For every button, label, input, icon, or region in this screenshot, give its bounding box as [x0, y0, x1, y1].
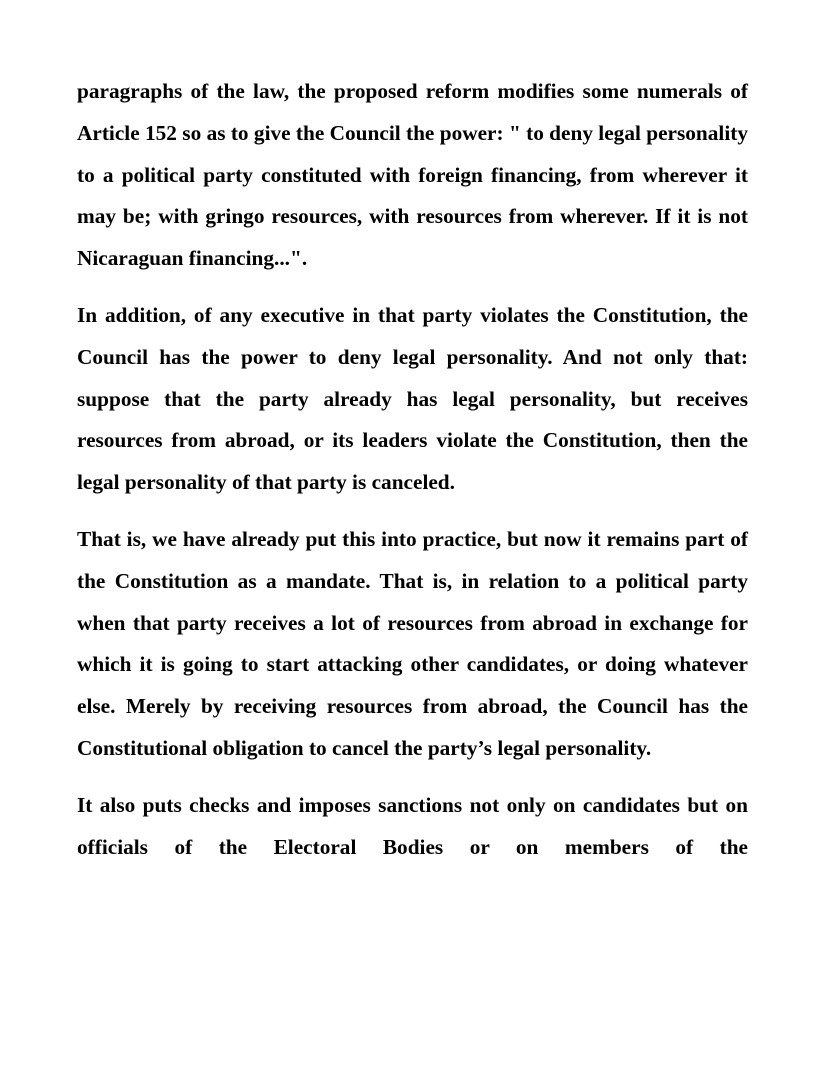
paragraph-3: That is, we have already put this into practice, but now it remains part of the Constitution as a mandate. That is, in relation to a political party when that party receives a lot of resources from abroad in exchange for which it is going to start attacking other candidates, or doing whatever else. Merely by receiving resources from abroad, the Council has the Constitutional obligation to cancel the party’s legal personality.: [77, 526, 748, 760]
document-page: [77, 71, 748, 883]
paragraph-4: It also puts checks and imposes sanctions not only on candidates but on officials of the Electoral Bodies or on members of the: [77, 792, 748, 859]
paragraph-2: In addition, of any executive in that party violates the Constitution, the Council has the power to deny legal personality. And not only that: suppose that the party already has legal personality, but receives resources from abroad, or its leaders violate the Constitution, then the legal personality of that party is canceled.: [77, 302, 748, 495]
paragraph-1: paragraphs of the law, the proposed reform modifies some numerals of Article 152 so as to give the Council the power: " to deny legal personality to a political party constituted with foreign financing, from wherever it may be; with gringo resources, with resources from wherever. If it is not Nicaraguan financing...".: [77, 79, 748, 271]
